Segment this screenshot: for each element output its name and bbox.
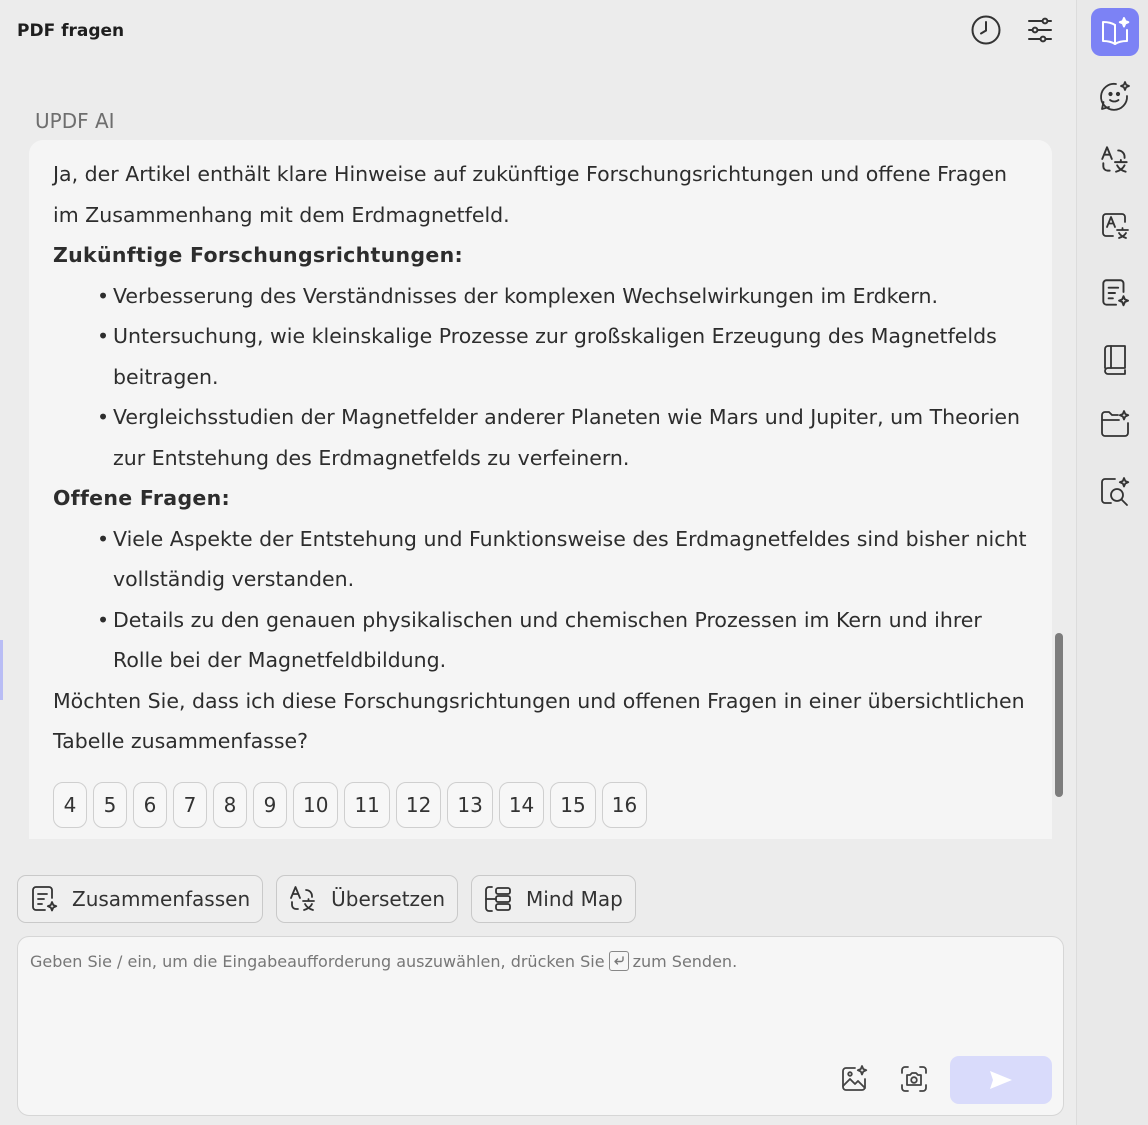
sliders-icon <box>1025 15 1055 45</box>
page-reference-list <box>53 782 647 828</box>
rail-chat-button[interactable] <box>1091 72 1139 120</box>
page-ref-button[interactable]: 6 <box>133 782 167 828</box>
translate-label: Übersetzen <box>331 887 446 911</box>
chat-scrollbar[interactable] <box>1055 633 1063 797</box>
message-sender: UPDF AI <box>35 109 115 133</box>
input-placeholder <box>30 951 737 971</box>
camera-icon <box>898 1063 930 1095</box>
list-item: • Viele Aspekte der Entstehung und Funktionsweise des Erdmagnetfeldes sind bisher nicht vollständig verstanden. <box>113 519 1028 600</box>
page-ref-button[interactable]: 7 <box>173 782 207 828</box>
image-sparkle-icon <box>838 1063 870 1095</box>
page-ref-button[interactable]: 12 <box>396 782 441 828</box>
page-ref-button[interactable]: 15 <box>550 782 595 828</box>
translate-box-icon <box>1098 209 1132 243</box>
mindmap-button[interactable] <box>471 875 636 923</box>
rail-translate-pdf-button[interactable] <box>1091 202 1139 250</box>
page-ref-button[interactable]: 10 <box>293 782 338 828</box>
prompt-input[interactable] <box>17 936 1064 1116</box>
rail-summarize-button[interactable] <box>1091 269 1139 317</box>
section-heading-open-questions: Offene Fragen: <box>53 486 231 510</box>
list-item: • Details zu den genauen physikalischen und chemischen Prozessen im Kern und ihrer Rolle bei der Magnetfeldbildung. <box>113 600 1028 681</box>
enter-key-icon <box>609 951 629 971</box>
placeholder-text-start: Geben Sie / ein, um die Eingabeaufforderung auszuwählen, drücken Sie <box>30 951 605 971</box>
chat-emoji-icon <box>1098 79 1132 113</box>
left-edge-accent <box>0 640 3 700</box>
mindmap-icon <box>482 883 514 915</box>
translate-icon <box>287 883 319 915</box>
message-intro: Ja, der Artikel enthält klare Hinweise auf zukünftige Forschungsrichtungen und offene Fragen im Zusammenhang mit dem Erdmagnetfeld. <box>53 162 1008 227</box>
message-body <box>29 140 1052 762</box>
page-ref-button[interactable]: 9 <box>253 782 287 828</box>
summarize-label: Zusammenfassen <box>72 887 251 911</box>
quick-actions-bar <box>17 875 636 923</box>
message-closing: Möchten Sie, dass ich diese Forschungsrichtungen und offenen Fragen in einer übersichtlichen Tabelle zusammenfasse? <box>53 688 1025 753</box>
rail-chat-pdf-button[interactable] <box>1091 8 1139 56</box>
ai-message-card <box>29 140 1052 839</box>
list-item: • Vergleichsstudien der Magnetfelder anderer Planeten wie Mars und Jupiter, um Theorien zur Entstehung des Erdmagnetfelds zu verfeinern. <box>113 397 1028 478</box>
page-ref-button[interactable]: 13 <box>447 782 492 828</box>
panel-title: PDF fragen <box>17 21 125 41</box>
send-button[interactable] <box>950 1056 1052 1104</box>
placeholder-text-end: zum Senden. <box>632 951 738 971</box>
folder-sparkle-icon <box>1098 408 1132 442</box>
page-ref-button[interactable]: 4 <box>53 782 87 828</box>
list-item: • Untersuchung, wie kleinskalige Prozesse zur großskaligen Erzeugung des Magnetfelds beitragen. <box>113 316 1028 397</box>
rail-search-button[interactable] <box>1091 468 1139 516</box>
send-icon <box>988 1069 1014 1091</box>
history-button[interactable] <box>968 12 1004 48</box>
screenshot-button[interactable] <box>894 1059 934 1099</box>
rail-explain-button[interactable] <box>1091 335 1139 383</box>
side-toolbar <box>1076 0 1148 1125</box>
section-heading-future: Zukünftige Forschungsrichtungen: <box>53 243 463 267</box>
clock-icon <box>970 14 1002 46</box>
book-ai-icon <box>1098 15 1132 49</box>
open-questions-list <box>53 519 1028 681</box>
page-ref-button[interactable]: 16 <box>602 782 647 828</box>
summarize-icon <box>28 883 60 915</box>
book-icon <box>1098 342 1132 376</box>
translate-button[interactable] <box>276 875 458 923</box>
page-ref-button[interactable]: 8 <box>213 782 247 828</box>
summarize-icon <box>1098 276 1132 310</box>
image-ai-button[interactable] <box>834 1059 874 1099</box>
future-research-list <box>53 276 1028 479</box>
settings-button[interactable] <box>1022 12 1058 48</box>
summarize-button[interactable] <box>17 875 263 923</box>
page-ref-button[interactable]: 5 <box>93 782 127 828</box>
rail-translate-button[interactable] <box>1091 136 1139 184</box>
page-ref-button[interactable]: 14 <box>499 782 544 828</box>
mindmap-label: Mind Map <box>526 887 623 911</box>
search-sparkle-icon <box>1098 475 1132 509</box>
translate-icon <box>1098 143 1132 177</box>
list-item: • Verbesserung des Verständnisses der komplexen Wechselwirkungen im Erdkern. <box>113 276 1028 317</box>
page-ref-button[interactable]: 11 <box>344 782 389 828</box>
rail-folder-button[interactable] <box>1091 401 1139 449</box>
